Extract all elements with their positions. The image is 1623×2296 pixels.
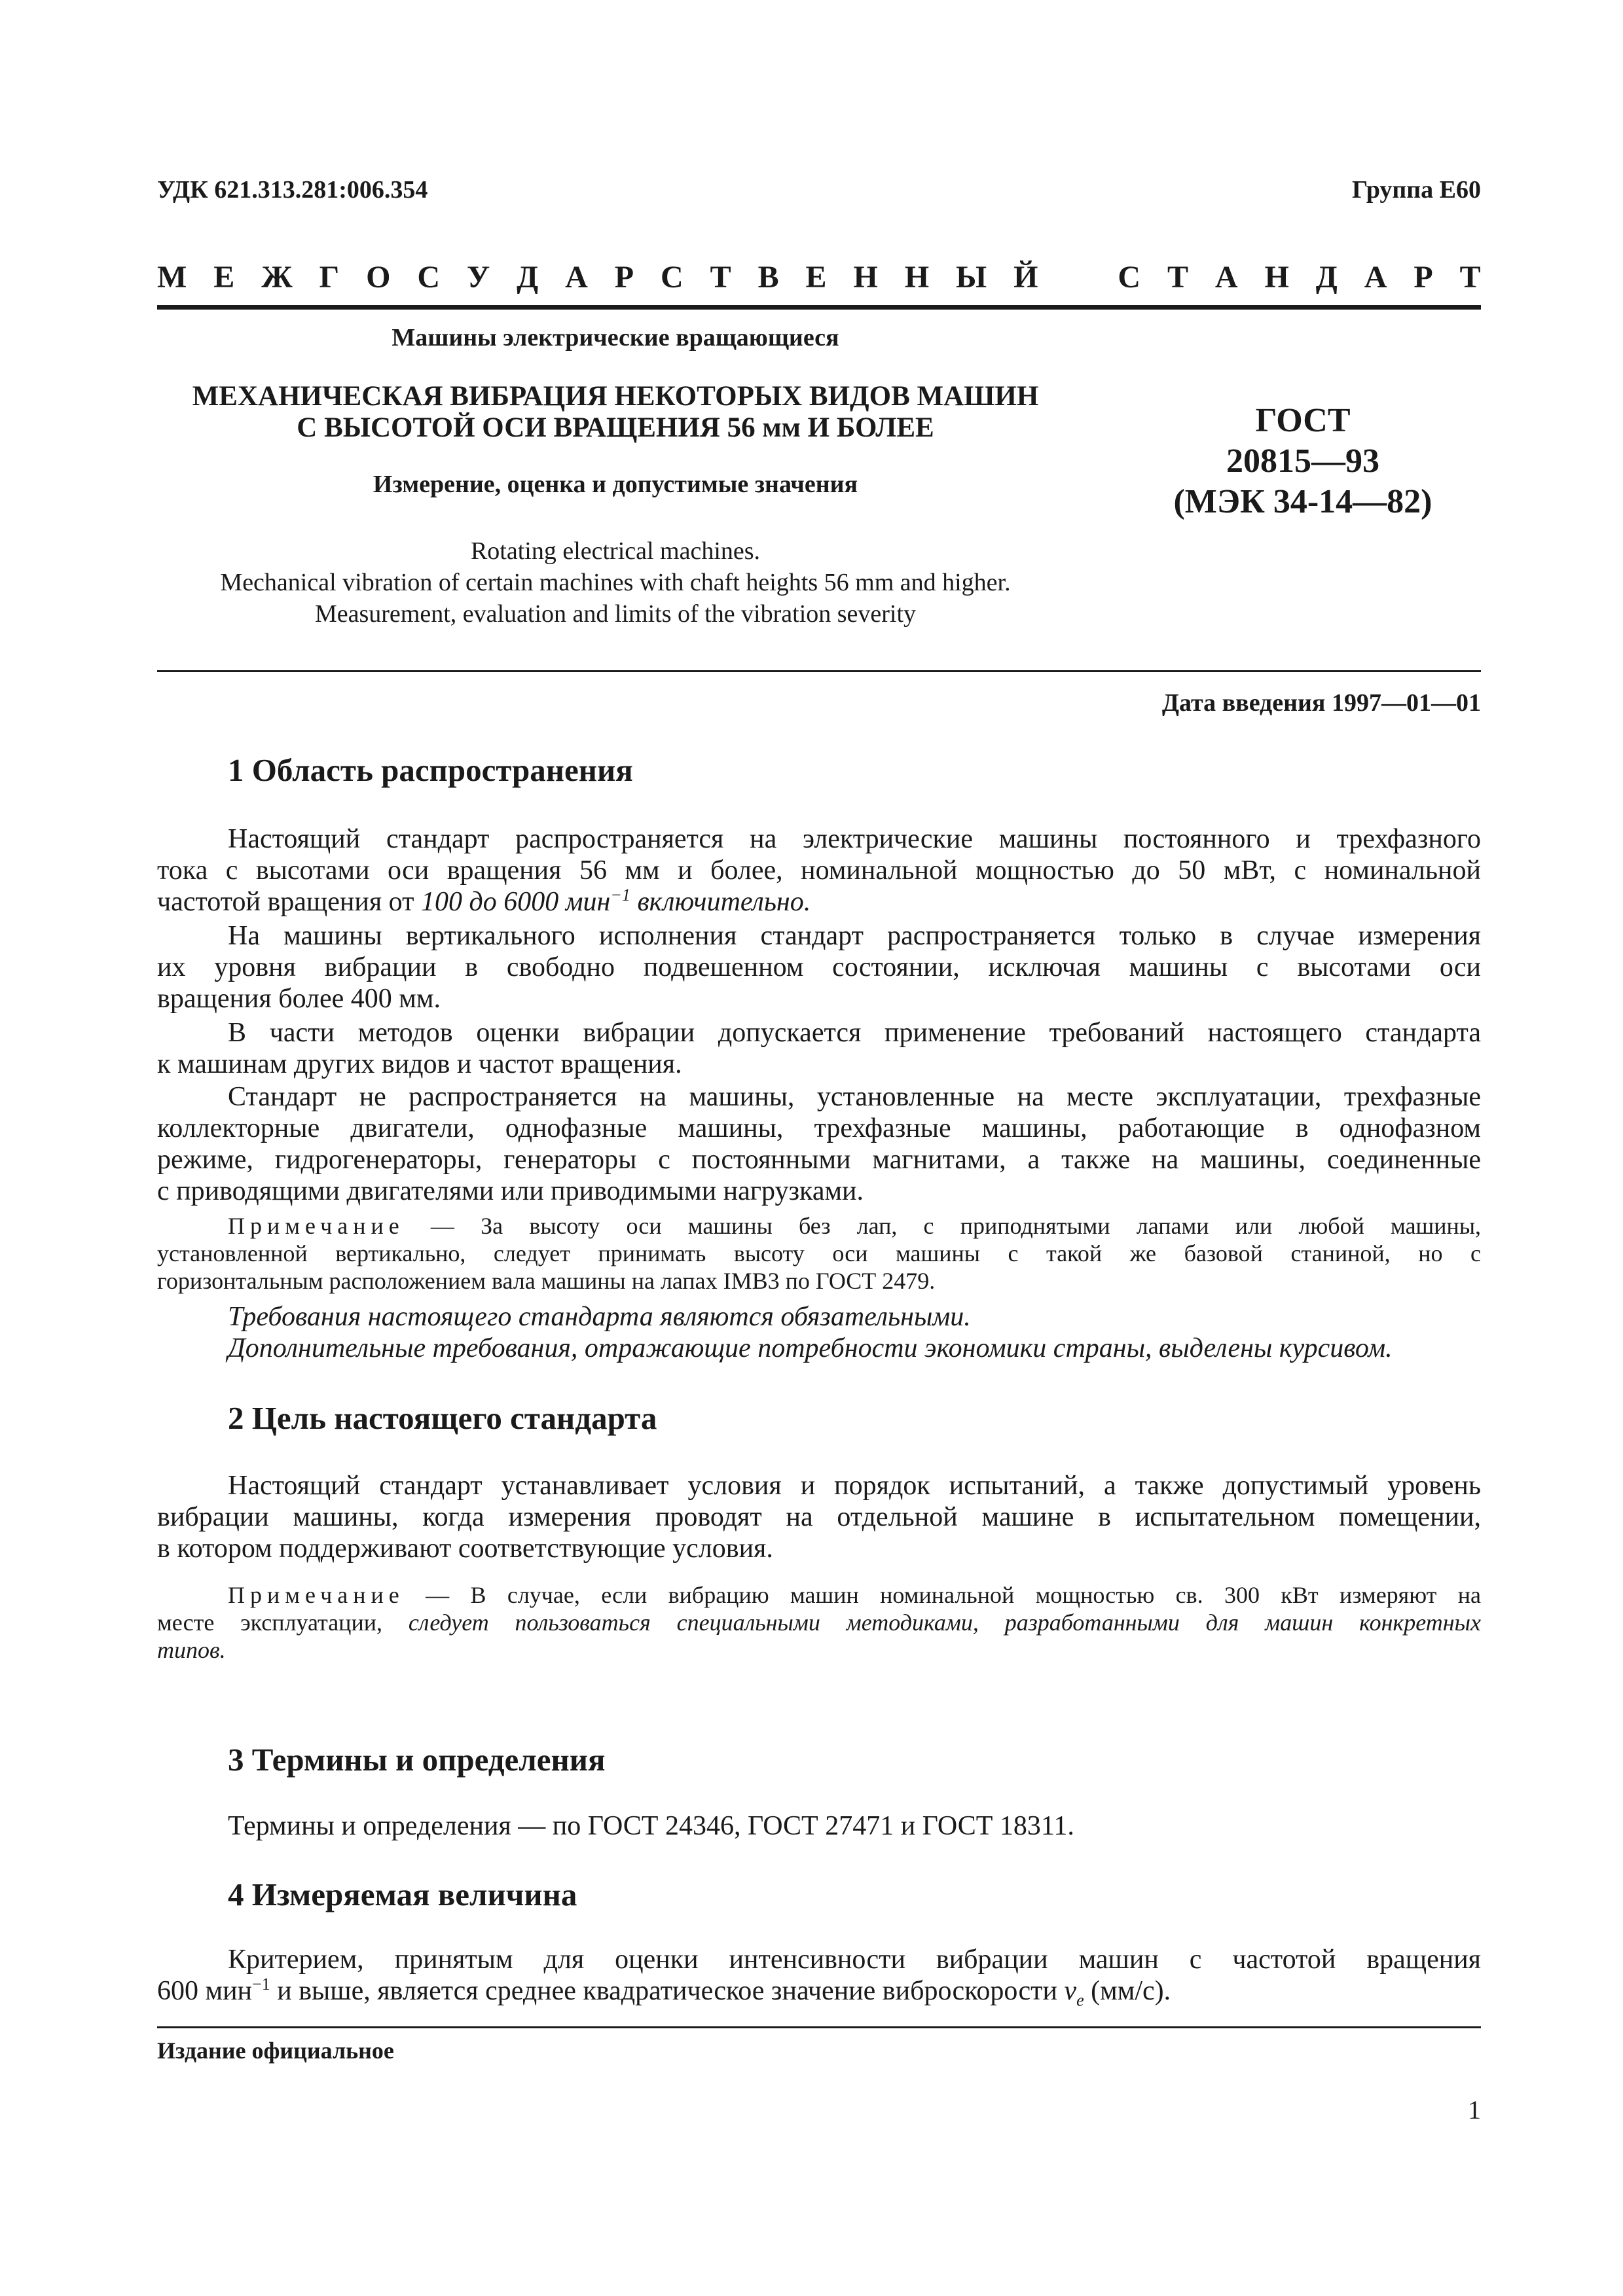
section-1-requirements <box>157 1301 1481 1364</box>
banner-letter: У <box>466 260 490 295</box>
text-line <box>157 1975 1481 2010</box>
text-run: и выше, является среднее квадратическое значение виброскорости <box>270 1976 1065 2006</box>
section-1-title: 1 Область распространения <box>228 752 633 788</box>
gost-number: 20815—93 <box>1226 442 1379 480</box>
english-title-line3: Measurement, evaluation and limits of the vibration severity <box>314 600 917 628</box>
section-1-paragraph-4 <box>157 1081 1481 1207</box>
section-1-paragraph-3 <box>157 1017 1481 1080</box>
section-3-paragraph-1 <box>157 1810 1481 1842</box>
banner-letter: Ж <box>261 260 293 295</box>
banner-letter: Д <box>1315 260 1338 295</box>
section-4-title: 4 Измеряемая величина <box>228 1876 577 1912</box>
banner-letter: О <box>366 260 391 295</box>
text-line: горизонтальным расположением вала машины на лапах IMB3 по ГОСТ 2479. <box>157 1268 936 1294</box>
text-line: их уровня вибрации в свободно подвешенном состоянии, исключая машины с высотами оси <box>157 952 1481 982</box>
note-label: Примечание <box>228 1582 405 1608</box>
english-title-line1: Rotating electrical machines. <box>470 537 761 565</box>
footer-rule <box>157 2026 1481 2028</box>
text-line: установленной вертикально, следует принимать высоту оси машины с такой же базовой станиной, но с <box>157 1240 1481 1266</box>
banner-letter: Т <box>710 260 731 295</box>
italic-run: следует пользоваться специальными методиками, разработанными для машин конкретных <box>408 1609 1481 1636</box>
text-run: 600 мин <box>157 1976 253 2006</box>
english-title-line2: Mechanical vibration of certain machines with chaft heights 56 mm and higher. <box>220 569 1011 596</box>
main-title-line2: С ВЫСОТОЙ ОСИ ВРАЩЕНИЯ 56 мм И БОЛЕЕ <box>297 412 934 443</box>
gost-designation <box>1133 401 1473 522</box>
text-line: с приводящими двигателями или приводимыми нагрузками. <box>157 1176 864 1206</box>
page-number: 1 <box>1468 2095 1481 2125</box>
text-run: месте эксплуатации, <box>157 1609 409 1636</box>
text-line: Критерием, принятым для оценки интенсивности вибрации машин с частотой вращения <box>228 1945 1481 1975</box>
section-1-paragraph-2 <box>157 920 1481 1014</box>
section-4-paragraph-1 <box>157 1944 1481 2010</box>
section-2-title: 2 Цель настоящего стандарта <box>228 1400 657 1436</box>
text-line: Дополнительные требования, отражающие потребности экономики страны, выделены курсивом. <box>228 1333 1393 1363</box>
text-line: Настоящий стандарт распространяется на электрические машины постоянного и трехфазного <box>228 824 1481 854</box>
text-line <box>157 1609 1481 1636</box>
text-line: На машины вертикального исполнения стандарт распространяется только в случае измерения <box>228 921 1481 951</box>
introduction-date: Дата введения 1997—01—01 <box>1161 689 1481 717</box>
text-run: (мм/с). <box>1084 1976 1171 2006</box>
banner-letter: Е <box>805 260 827 295</box>
text-line: Термины и определения — по ГОСТ 24346, ГОСТ 27471 и ГОСТ 18311. <box>228 1811 1074 1841</box>
text-line: коллекторные двигатели, однофазные машины, трехфазные машины, работающие в однофазном <box>157 1113 1481 1143</box>
banner-letter: М <box>157 260 187 295</box>
text-line: Стандарт не распространяется на машины, установленные на месте эксплуатации, трехфазные <box>228 1082 1481 1112</box>
italic-run <box>421 887 811 917</box>
note-label: Примечание <box>228 1213 405 1239</box>
text-line: режиме, гидрогенераторы, генераторы с постоянными магнитами, а также на машины, соединенные <box>157 1145 1481 1175</box>
banner-letter: Н <box>853 260 878 295</box>
section-2-note <box>157 1581 1481 1664</box>
title-rule <box>157 670 1481 672</box>
text-line: к машинам других видов и частот вращения. <box>157 1049 682 1079</box>
title-machines: Машины электрические вращающиеся <box>392 324 839 351</box>
banner-letter: А <box>565 260 588 295</box>
text-run: — За высоту оси машины без лап, с приподнятыми лапами или любой машины, <box>404 1213 1481 1239</box>
text-line: тока с высотами оси вращения 56 мм и более, номинальной мощностью до 50 мВт, с номинальной <box>157 855 1481 886</box>
banner-letter: Е <box>213 260 235 295</box>
banner-letter: Ы <box>956 260 987 295</box>
section-1-paragraph-1 <box>157 823 1481 918</box>
header-rule <box>157 305 1481 310</box>
banner-letter: Т <box>1167 260 1188 295</box>
banner-letter: В <box>757 260 779 295</box>
banner-letter: С <box>417 260 441 295</box>
banner-letter: С <box>661 260 684 295</box>
section-2-paragraph-1 <box>157 1470 1481 1564</box>
banner-letter: Й <box>1013 260 1038 295</box>
gost-iec-number: (МЭК 34-14—82) <box>1173 483 1432 520</box>
text-line: вибрации машины, когда измерения проводят на отдельной машине в испытательном помещении, <box>157 1502 1481 1532</box>
section-1-note <box>157 1212 1481 1295</box>
official-edition: Издание официальное <box>157 2037 394 2064</box>
group-code: Группа Е60 <box>1351 176 1481 204</box>
superscript: −1 <box>610 886 630 905</box>
text-run: частотой вращения от <box>157 887 421 917</box>
text-line: типов. <box>157 1637 226 1663</box>
text-line: в котором поддерживают соответствующие условия. <box>157 1534 773 1564</box>
document-page <box>157 0 1481 2296</box>
text-line <box>157 1581 1481 1609</box>
text-line <box>157 1212 1481 1240</box>
text-line: Настоящий стандарт устанавливает условия и порядок испытаний, а также допустимый уровень <box>228 1471 1481 1501</box>
banner-letter: А <box>1364 260 1387 295</box>
text-line: вращения более 400 мм. <box>157 984 441 1014</box>
text-run: включительно. <box>630 887 811 917</box>
variable-v: v <box>1064 1976 1077 2006</box>
subscript: e <box>1076 1990 1084 2010</box>
text-line: В части методов оценки вибрации допускается применение требований настоящего стандарта <box>228 1018 1481 1048</box>
udk-code: УДК 621.313.281:006.354 <box>157 176 428 204</box>
text-line: Требования настоящего стандарта являются обязательными. <box>228 1302 971 1332</box>
banner-letter: Р <box>614 260 634 295</box>
banner-letter: Р <box>1413 260 1433 295</box>
banner-gap <box>1065 259 1091 295</box>
main-title <box>157 381 1074 444</box>
main-title-line1: МЕХАНИЧЕСКАЯ ВИБРАЦИЯ НЕКОТОРЫХ ВИДОВ МАШИН <box>192 381 1039 412</box>
english-title <box>157 535 1074 630</box>
banner-letter: Г <box>319 260 340 295</box>
banner-letter: С <box>1118 260 1140 295</box>
section-3-title: 3 Термины и определения <box>228 1742 606 1778</box>
banner-letter: Н <box>904 260 930 295</box>
superscript: −1 <box>252 1975 270 1994</box>
gost-label: ГОСТ <box>1255 402 1351 439</box>
title-measurement: Измерение, оценка и допустимые значения <box>373 471 858 498</box>
banner-letter: А <box>1214 260 1238 295</box>
text-run: 100 до 6000 мин <box>420 887 611 917</box>
text-run: — В случае, если вибрацию машин номинальной мощностью св. 300 кВт измеряют на <box>404 1582 1481 1608</box>
banner-letter: Н <box>1264 260 1289 295</box>
banner-letter: Д <box>517 260 539 295</box>
banner-letter: Т <box>1459 260 1481 295</box>
text-line <box>157 886 1481 918</box>
interstate-standard-banner <box>157 259 1481 295</box>
